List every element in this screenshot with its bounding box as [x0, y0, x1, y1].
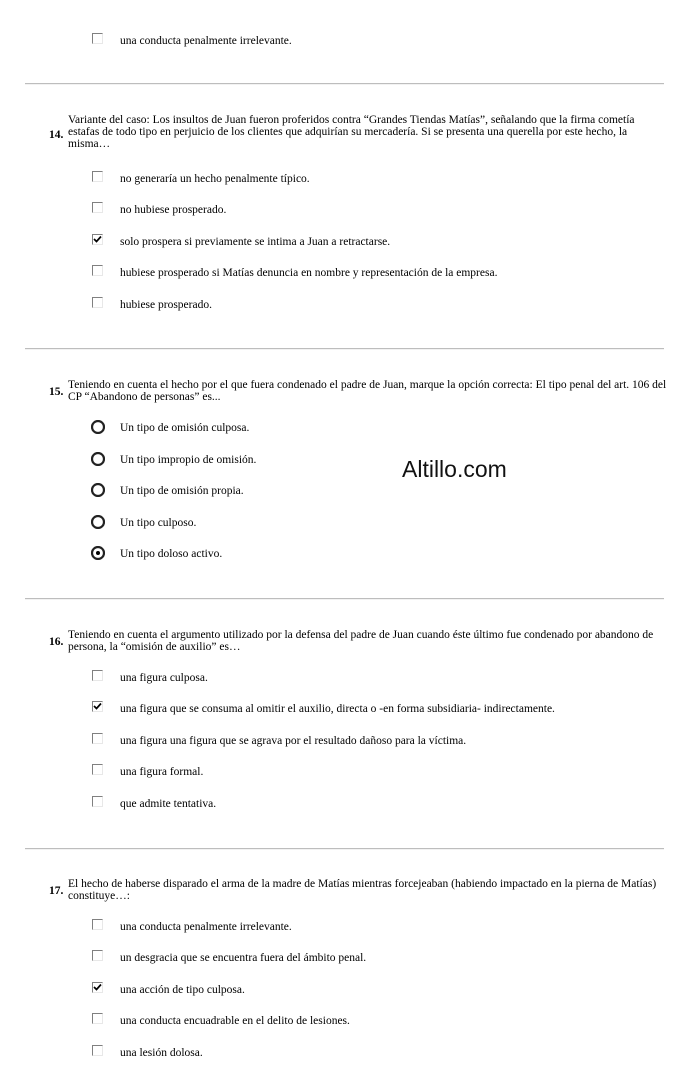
question-text: Teniendo en cuenta el hecho por el que fuera condenado el padre de Juan, marque la opción correcta: El tipo penal del art. 106 del CP “Abandono de personas” es... [68, 379, 667, 403]
checkbox-q16-opt2[interactable] [92, 701, 103, 712]
radio-q15-opt3[interactable] [91, 483, 105, 497]
option-label: un desgracia que se encuentra fuera del ámbito penal. [120, 952, 367, 964]
divider [25, 598, 664, 600]
option-label: Un tipo de omisión propia. [120, 485, 244, 497]
option-label: Un tipo de omisión culposa. [120, 422, 250, 434]
option-label: una conducta encuadrable en el delito de lesiones. [120, 1015, 350, 1027]
divider [25, 848, 664, 850]
checkbox-q14-opt4[interactable] [92, 265, 103, 276]
checkmark-icon [93, 983, 102, 992]
option-label: no hubiese prosperado. [120, 204, 227, 216]
divider [25, 83, 664, 85]
checkbox-q14-opt5[interactable] [92, 297, 103, 308]
divider [25, 348, 664, 350]
checkbox-q16-opt1[interactable] [92, 670, 103, 681]
option-label: una lesión dolosa. [120, 1047, 203, 1059]
radio-q15-opt5[interactable] [91, 546, 105, 560]
checkbox-q17-opt5[interactable] [92, 1045, 103, 1056]
checkmark-icon [93, 235, 102, 244]
option-label: hubiese prosperado. [120, 299, 212, 311]
option-label: una conducta penalmente irrelevante. [120, 35, 292, 47]
checkbox-q17-opt1[interactable] [92, 919, 103, 930]
question-number: 15. [49, 386, 64, 398]
question-number: 17. [49, 885, 64, 897]
checkbox-q17-opt2[interactable] [92, 950, 103, 961]
radio-q15-opt4[interactable] [91, 515, 105, 529]
option-label: una figura culposa. [120, 672, 208, 684]
option-label: una figura una figura que se agrava por el resultado dañoso para la víctima. [120, 735, 467, 747]
checkbox-q16-opt3[interactable] [92, 733, 103, 744]
question-text: Teniendo en cuenta el argumento utilizado por la defensa del padre de Juan cuando éste último fue condenado por abandono de persona, la “omisión de auxilio” es… [68, 629, 654, 653]
option-label: Un tipo culposo. [120, 517, 197, 529]
radio-q15-opt2[interactable] [91, 452, 105, 466]
question-text: Variante del caso: Los insultos de Juan fueron proferidos contra “Grandes Tiendas Matías”, señalando que la firma cometía estafas de todo tipo en perjuicio de los clientes que adquirían su mercadería. Si se presenta una querella por este hecho, la misma… [68, 114, 635, 150]
option-label: una acción de tipo culposa. [120, 984, 245, 996]
option-label: una conducta penalmente irrelevante. [120, 921, 292, 933]
option-label: una figura formal. [120, 766, 204, 778]
option-label: Un tipo impropio de omisión. [120, 454, 257, 466]
radio-q15-opt1[interactable] [91, 420, 105, 434]
checkbox-q16-opt4[interactable] [92, 764, 103, 775]
option-label: solo prospera si previamente se intima a Juan a retractarse. [120, 236, 391, 248]
checkbox-top-option[interactable] [92, 33, 103, 44]
checkbox-q17-opt3[interactable] [92, 982, 103, 993]
checkbox-q14-opt2[interactable] [92, 202, 103, 213]
option-label: hubiese prosperado si Matías denuncia en nombre y representación de la empresa. [120, 267, 498, 279]
option-label: no generaría un hecho penalmente típico. [120, 173, 310, 185]
option-label: Un tipo doloso activo. [120, 548, 223, 560]
question-number: 14. [49, 129, 64, 141]
option-label: que admite tentativa. [120, 798, 217, 810]
checkbox-q16-opt5[interactable] [92, 796, 103, 807]
watermark-text: Altillo.com [402, 456, 507, 482]
checkmark-icon [93, 702, 102, 711]
checkbox-q14-opt1[interactable] [92, 171, 103, 182]
checkbox-q14-opt3[interactable] [92, 234, 103, 245]
option-label: una figura que se consuma al omitir el auxilio, directa o -en forma subsidiaria- indirectamente. [120, 703, 555, 715]
question-text: El hecho de haberse disparado el arma de la madre de Matías mientras forcejeaban (habiendo impactado en la pierna de Matías) constituye…: [68, 878, 657, 902]
question-number: 16. [49, 636, 64, 648]
checkbox-q17-opt4[interactable] [92, 1013, 103, 1024]
